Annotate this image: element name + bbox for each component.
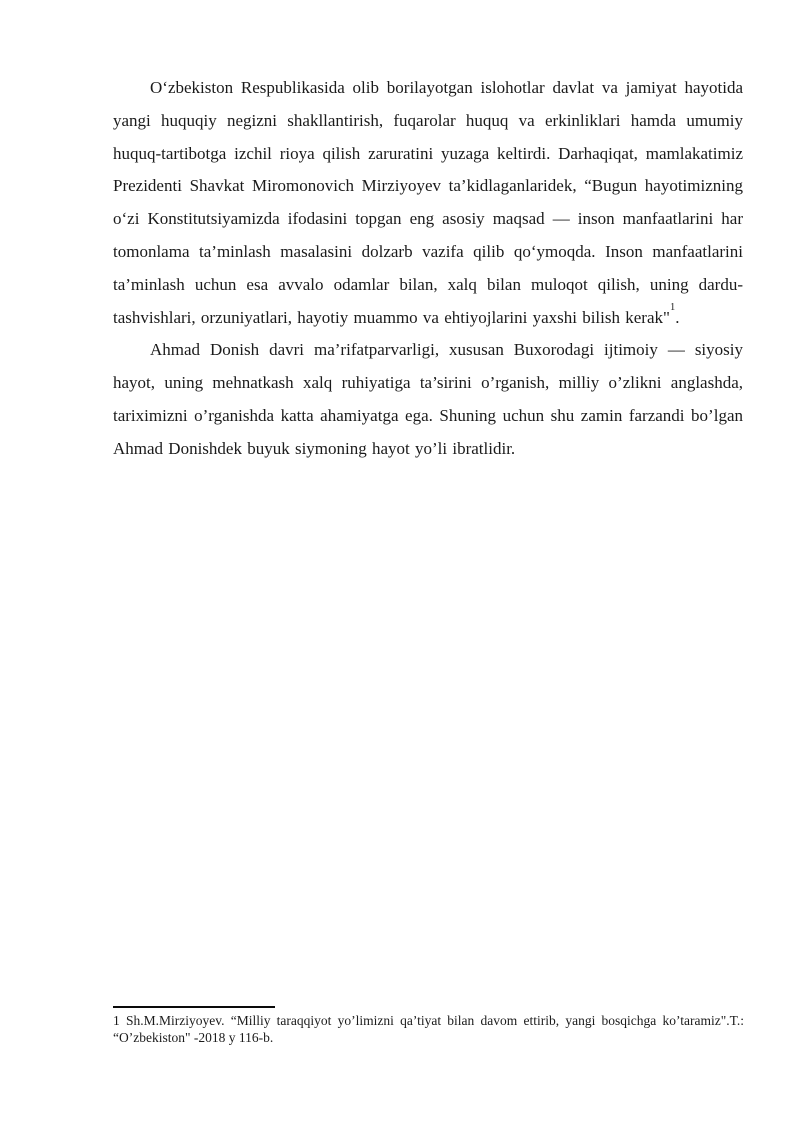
document-body (113, 72, 743, 466)
paragraph-2 (113, 334, 743, 465)
paragraph-2-text: Ahmad Donish davri ma’rifatparvarligi, xususan Buxorodagi ijtimoiy — siyosiy hayot, uning mehnatkash xalq ruhiyatiga ta’sirini o’rganish, milliy o’zlikni anglashda, tariximizni o’rganishda katta ahamiyatga ega. Shuning uchun shu zamin farzandi bo’lgan Ahmad Donishdek buyuk siymoning hayot yo’li ibratlidir. (113, 340, 743, 458)
footnote-separator-rule (113, 1006, 275, 1008)
footnote (113, 1012, 744, 1047)
paragraph-1-text: O‘zbekiston Respublikasida olib borilayotgan islohotlar davlat va jamiyat hayotida yangi huquqiy negizni shakllantirish, fuqarolar huquq va erkinliklari hamda umumiy huquq-tartibotga izchil rioya qilish zaruratini yuzaga keltirdi. Darhaqiqat, mamlakatimiz Prezidenti Shavkat Miromonovich Mirziyoyev ta’kidlaganlaridek, “Bugun hayotimizning o‘zi Konstitutsiyamizda ifodasini topgan eng asosiy maqsad — inson manfaatlarini har tomonlama ta’minlash masalasini dolzarb vazifa qilib qo‘ymoqda. Inson manfaatlarini ta’minlash uchun esa avvalo odamlar bilan, xalq bilan muloqot qilish, uning dardu-tashvishlari, orzuniyatlari, hayotiy muammo va ehtiyojlarini yaxshi bilish kerak" (113, 78, 743, 327)
footnote-reference-1: 1 (669, 301, 676, 313)
footnote-text: Sh.M.Mirziyoyev. “Milliy taraqqiyot yo’limizni qa’tiyat bilan davom ettirib, yangi bosqichga ko’taramiz".T.: “O’zbekiston" -2018 y 116-b. (113, 1013, 744, 1046)
footnote-marker: 1 (113, 1013, 120, 1028)
footnote-area (113, 1006, 744, 1047)
paragraph-1 (113, 72, 743, 334)
paragraph-1-tail: . (675, 307, 680, 327)
